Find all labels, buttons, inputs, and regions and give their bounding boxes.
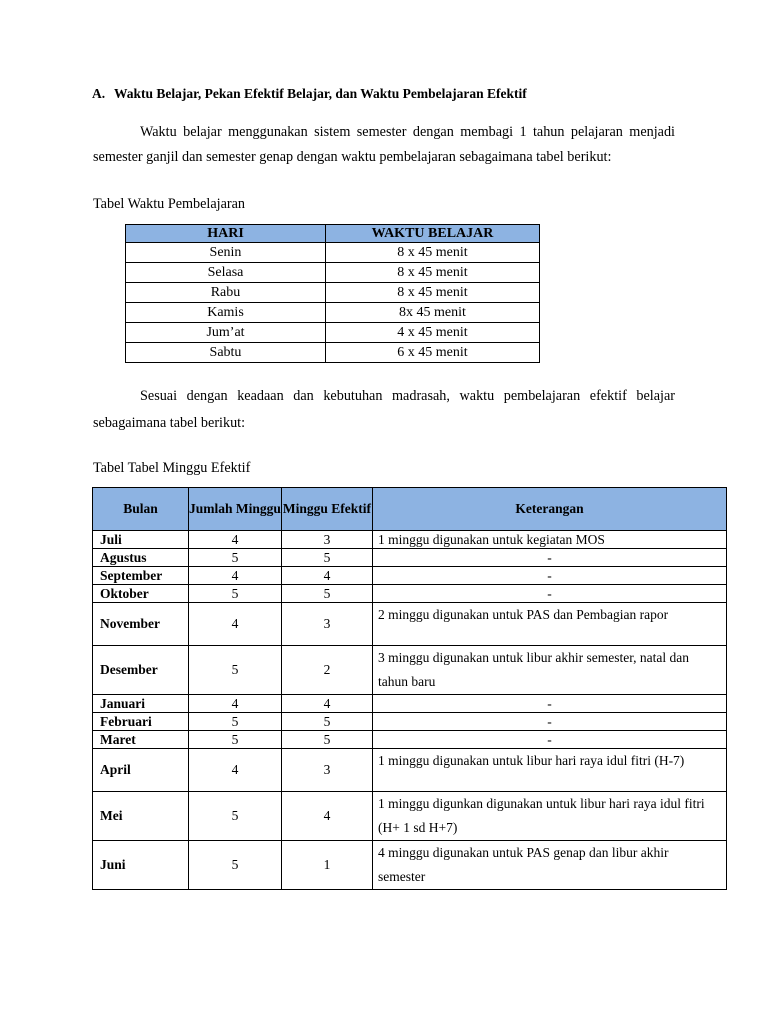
table2-cell-jumlah: 5: [189, 792, 282, 841]
table2-header-jumlah-minggu: Jumlah Minggu: [189, 488, 282, 531]
table2-cell-jumlah: 4: [189, 531, 282, 549]
table2-cell-keterangan: -: [373, 695, 727, 713]
table2-header-row: [93, 488, 727, 531]
table2-caption: Tabel Tabel Minggu Efektif: [93, 460, 251, 476]
table1-cell-waktu: 6 x 45 menit: [326, 343, 540, 363]
table2-cell-efektif: 5: [282, 731, 373, 749]
table2-row: [93, 603, 727, 646]
table2-cell-bulan: Desember: [93, 646, 189, 695]
intro-paragraph: [93, 120, 675, 170]
table2-cell-jumlah: 5: [189, 585, 282, 603]
table2-row: [93, 531, 727, 549]
table1-cell-waktu: 4 x 45 menit: [326, 323, 540, 343]
table2-cell-efektif: 2: [282, 646, 373, 695]
table1-cell-hari: Kamis: [126, 303, 326, 323]
table2-cell-efektif: 1: [282, 841, 373, 890]
table1-row: [126, 243, 540, 263]
table2-cell-keterangan: -: [373, 549, 727, 567]
table1-cell-hari: Jum’at: [126, 323, 326, 343]
table1-caption: Tabel Waktu Pembelajaran: [93, 196, 246, 212]
table2-row: [93, 646, 727, 695]
section-heading: [92, 86, 527, 102]
table2-cell-bulan: Januari: [93, 695, 189, 713]
table2-cell-jumlah: 5: [189, 549, 282, 567]
table1-row: [126, 323, 540, 343]
table2-cell-jumlah: 5: [189, 731, 282, 749]
table2-cell-keterangan: -: [373, 585, 727, 603]
waktu-pembelajaran-table: [125, 224, 540, 363]
table2-header-keterangan: Keterangan: [373, 488, 727, 531]
table2-cell-efektif: 3: [282, 749, 373, 792]
second-paragraph: [93, 383, 675, 437]
table1-row: [126, 283, 540, 303]
table2-row: [93, 713, 727, 731]
table2-cell-keterangan: 3 minggu digunakan untuk libur akhir semester, natal dan tahun baru: [373, 646, 727, 695]
table2-row: [93, 841, 727, 890]
table2-row: [93, 549, 727, 567]
table1-header-waktu: WAKTU BELAJAR: [326, 225, 540, 243]
table2-cell-bulan: Juli: [93, 531, 189, 549]
second-paragraph-text: Sesuai dengan keadaan dan kebutuhan madrasah, waktu pembelajaran efektif belajar sebagaimana tabel berikut:: [93, 388, 675, 431]
table2-cell-keterangan: 1 minggu digunakan untuk libur hari raya idul fitri (H-7): [373, 749, 727, 792]
table2-cell-bulan: Juni: [93, 841, 189, 890]
table2-cell-keterangan: 4 minggu digunakan untuk PAS genap dan libur akhir semester: [373, 841, 727, 890]
table2-cell-keterangan: -: [373, 567, 727, 585]
table2-row: [93, 749, 727, 792]
table2-cell-efektif: 4: [282, 792, 373, 841]
table2-header-bulan: Bulan: [93, 488, 189, 531]
table2-cell-keterangan: 2 minggu digunakan untuk PAS dan Pembagian rapor: [373, 603, 727, 646]
table1-cell-hari: Sabtu: [126, 343, 326, 363]
table2-row: [93, 731, 727, 749]
table2-cell-efektif: 5: [282, 585, 373, 603]
table2-row: [93, 567, 727, 585]
minggu-efektif-table: [92, 487, 727, 890]
table2-cell-jumlah: 5: [189, 713, 282, 731]
table2-cell-bulan: Oktober: [93, 585, 189, 603]
table2-cell-jumlah: 4: [189, 603, 282, 646]
table2-cell-bulan: April: [93, 749, 189, 792]
table1-cell-waktu: 8x 45 menit: [326, 303, 540, 323]
table2-cell-jumlah: 4: [189, 567, 282, 585]
table2-cell-jumlah: 4: [189, 749, 282, 792]
table1-cell-waktu: 8 x 45 menit: [326, 243, 540, 263]
table2-cell-bulan: Agustus: [93, 549, 189, 567]
table2-cell-keterangan: 1 minggu digunkan digunakan untuk libur hari raya idul fitri (H+ 1 sd H+7): [373, 792, 727, 841]
table1-row: [126, 263, 540, 283]
table2-cell-efektif: 5: [282, 713, 373, 731]
table2-cell-jumlah: 5: [189, 841, 282, 890]
table2-row: [93, 792, 727, 841]
table2-cell-efektif: 5: [282, 549, 373, 567]
table1-cell-hari: Senin: [126, 243, 326, 263]
table2-header-minggu-efektif: Minggu Efektif: [282, 488, 373, 531]
table2-cell-efektif: 4: [282, 695, 373, 713]
table1-row: [126, 343, 540, 363]
table2-cell-bulan: September: [93, 567, 189, 585]
table2-cell-keterangan: 1 minggu digunakan untuk kegiatan MOS: [373, 531, 727, 549]
table2-cell-efektif: 4: [282, 567, 373, 585]
table1-header-row: [126, 225, 540, 243]
table2-row: [93, 695, 727, 713]
table2-row: [93, 585, 727, 603]
table1-cell-waktu: 8 x 45 menit: [326, 263, 540, 283]
table2-cell-bulan: November: [93, 603, 189, 646]
table2-cell-efektif: 3: [282, 603, 373, 646]
intro-paragraph-text: Waktu belajar menggunakan sistem semester dengan membagi 1 tahun pelajaran menjadi semester ganjil dan semester genap dengan waktu pembelajaran sebagaimana tabel berikut:: [93, 124, 675, 165]
section-title: Waktu Belajar, Pekan Efektif Belajar, dan Waktu Pembelajaran Efektif: [114, 86, 527, 101]
table1-header-hari: HARI: [126, 225, 326, 243]
table1-row: [126, 303, 540, 323]
section-number: A.: [92, 86, 106, 101]
table1-cell-hari: Rabu: [126, 283, 326, 303]
table1-cell-waktu: 8 x 45 menit: [326, 283, 540, 303]
table2-cell-bulan: Mei: [93, 792, 189, 841]
table2-cell-jumlah: 4: [189, 695, 282, 713]
table2-cell-efektif: 3: [282, 531, 373, 549]
table1-cell-hari: Selasa: [126, 263, 326, 283]
table2-cell-keterangan: -: [373, 731, 727, 749]
table2-cell-bulan: Maret: [93, 731, 189, 749]
table2-cell-bulan: Februari: [93, 713, 189, 731]
table2-cell-keterangan: -: [373, 713, 727, 731]
table2-cell-jumlah: 5: [189, 646, 282, 695]
